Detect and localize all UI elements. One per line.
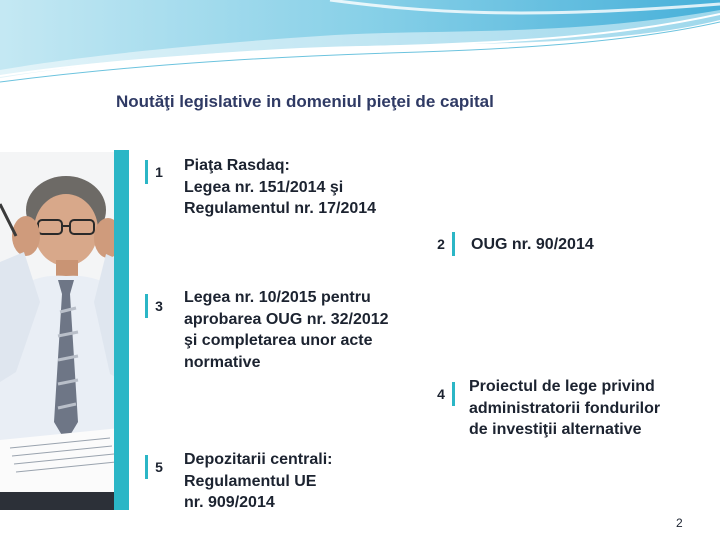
item-5-text bbox=[184, 449, 332, 514]
item-5-line-1: Depozitarii centrali: bbox=[184, 451, 333, 468]
item-3-line-1: Legea nr. 10/2015 pentru bbox=[184, 289, 371, 306]
item-3-text bbox=[184, 287, 389, 373]
item-3-line-2: aprobarea OUG nr. 32/2012 bbox=[184, 310, 389, 328]
item-2-number: 2 bbox=[430, 232, 455, 256]
item-1-text bbox=[184, 155, 376, 220]
item-4-number: 4 bbox=[430, 382, 455, 406]
item-1-line-3: Regulamentul nr. 17/2014 bbox=[184, 200, 377, 217]
item-4-line-1: Proiectul de lege privind bbox=[469, 378, 655, 395]
slide-title: Noutăţi legislative in domeniul pieţei de capital bbox=[116, 92, 494, 111]
item-3-line-3: şi completarea unor acte bbox=[184, 332, 373, 349]
item-2-text bbox=[471, 234, 594, 256]
item-1-line-2: Legea nr. 151/2014 şi bbox=[184, 178, 344, 196]
page-number: 2 bbox=[676, 516, 683, 530]
item-3-number: 3 bbox=[145, 294, 170, 318]
photo-accent-bar bbox=[114, 150, 129, 510]
header-wave-decoration bbox=[0, 0, 720, 90]
item-4-text bbox=[469, 376, 660, 441]
item-5-number: 5 bbox=[145, 455, 170, 479]
item-2-line-1: OUG nr. 90/2014 bbox=[471, 236, 594, 253]
item-5-line-2: Regulamentul UE bbox=[184, 472, 317, 490]
item-5-line-3: nr. 909/2014 bbox=[184, 494, 275, 511]
item-4-line-2: administratorii fondurilor bbox=[469, 399, 661, 417]
man-reading-document-photo bbox=[0, 152, 128, 510]
item-3-line-4: normative bbox=[184, 353, 261, 371]
item-1-number: 1 bbox=[145, 160, 170, 184]
item-4-line-3: de investiţii alternative bbox=[469, 421, 642, 438]
item-1-line-1: Piaţa Rasdaq: bbox=[184, 157, 290, 174]
